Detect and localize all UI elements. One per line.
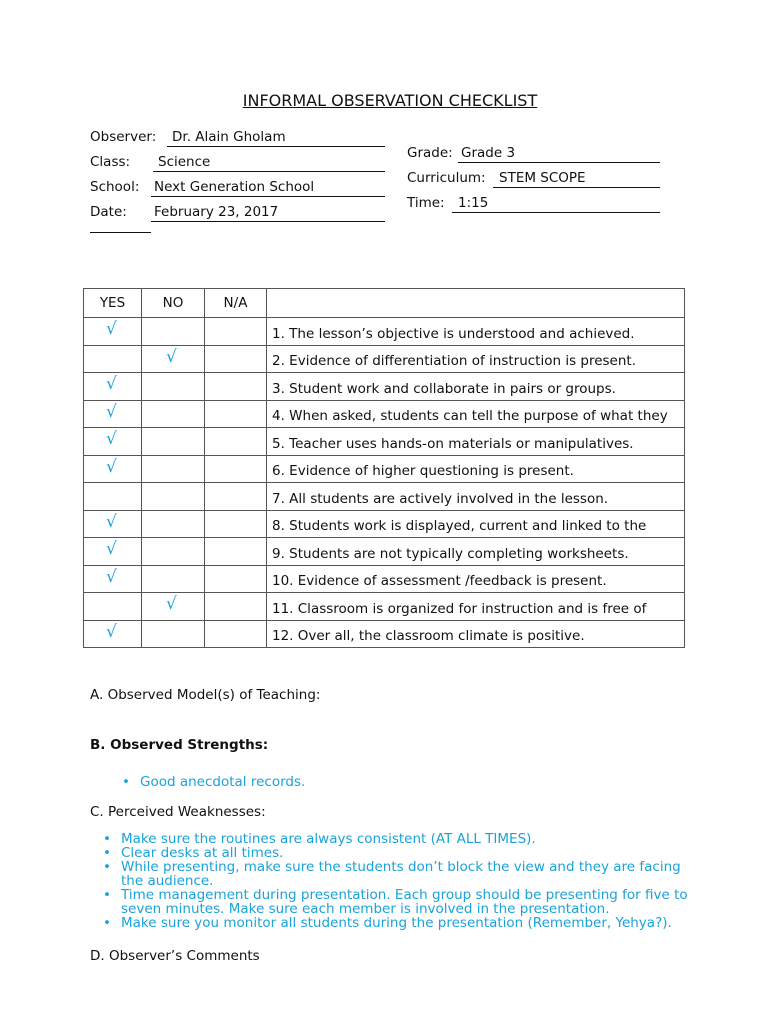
checklist-item-text: 2. Evidence of differentiation of instruction is present.: [267, 345, 685, 373]
list-item: • Clear desks at all times.: [121, 846, 701, 860]
observer-value[interactable]: Dr. Alain Gholam: [167, 129, 385, 147]
grade-label: Grade:: [407, 145, 453, 161]
date-value[interactable]: February 23, 2017: [151, 204, 385, 222]
school-label: School:: [90, 179, 140, 195]
checkbox-cell-yes[interactable]: [84, 538, 142, 566]
table-row: [84, 455, 685, 483]
section-c-heading: C. Perceived Weaknesses:: [90, 804, 266, 820]
checklist-item-text: 7. All students are actively involved in the lesson.: [267, 483, 685, 511]
checklist-item-text: 12. Over all, the classroom climate is positive.: [267, 620, 685, 648]
curriculum-value[interactable]: STEM SCOPE: [493, 170, 660, 188]
table-row: [84, 428, 685, 456]
table-header-row: [84, 289, 685, 318]
checklist-item-text: 3. Student work and collaborate in pairs or groups.: [267, 373, 685, 401]
checkmark-icon: √: [106, 374, 117, 394]
checkbox-cell-yes[interactable]: [84, 565, 142, 593]
checkbox-cell-yes[interactable]: [84, 318, 142, 346]
table-row: [84, 318, 685, 346]
checkbox-cell-no[interactable]: [142, 483, 205, 511]
curriculum-label: Curriculum:: [407, 170, 486, 186]
checkbox-cell-yes[interactable]: [84, 400, 142, 428]
checkbox-cell-no[interactable]: [142, 593, 205, 621]
checkbox-cell-na[interactable]: [205, 538, 267, 566]
column-header-no: NO: [142, 289, 205, 318]
checkbox-cell-no[interactable]: [142, 538, 205, 566]
list-item: • Make sure the routines are always consistent (AT ALL TIMES).: [121, 832, 701, 846]
checkbox-cell-no[interactable]: [142, 455, 205, 483]
checkbox-cell-yes[interactable]: [84, 428, 142, 456]
checkbox-cell-no[interactable]: [142, 428, 205, 456]
checkbox-cell-yes[interactable]: [84, 620, 142, 648]
checkbox-cell-no[interactable]: [142, 565, 205, 593]
checkbox-cell-na[interactable]: [205, 565, 267, 593]
page-title: INFORMAL OBSERVATION CHECKLIST: [242, 91, 538, 110]
list-item: • Make sure you monitor all students during the presentation (Remember, Yehya?).: [121, 916, 701, 930]
checkbox-cell-na[interactable]: [205, 483, 267, 511]
grade-value[interactable]: Grade 3: [458, 145, 660, 163]
strengths-list: [140, 774, 305, 790]
checkbox-cell-na[interactable]: [205, 373, 267, 401]
checkbox-cell-no[interactable]: [142, 620, 205, 648]
school-field: [90, 179, 315, 195]
checkmark-icon: √: [166, 594, 177, 614]
column-header-na: N/A: [205, 289, 267, 318]
checkmark-icon: √: [106, 539, 117, 559]
checklist-item-text: 8. Students work is displayed, current and linked to the: [267, 510, 685, 538]
table-row: [84, 593, 685, 621]
checkmark-icon: √: [106, 621, 117, 642]
table-row: [84, 565, 685, 593]
table-row: [84, 400, 685, 428]
checkmark-icon: √: [106, 511, 117, 532]
section-b-heading: B. Observed Strengths:: [90, 737, 269, 753]
class-field: [90, 154, 211, 170]
time-label: Time:: [407, 195, 445, 211]
table-row: [84, 373, 685, 401]
table-row: [84, 345, 685, 373]
checkmark-icon: √: [106, 566, 117, 587]
checkbox-cell-yes[interactable]: [84, 593, 142, 621]
checklist-item-text: 4. When asked, students can tell the purpose of what they: [267, 400, 685, 428]
observer-field: [90, 129, 286, 145]
class-value[interactable]: Science: [153, 154, 385, 172]
checkbox-cell-yes[interactable]: [84, 373, 142, 401]
date-label: Date:: [90, 204, 127, 220]
grade-field: [407, 145, 516, 161]
checkbox-cell-na[interactable]: [205, 400, 267, 428]
table-row: [84, 620, 685, 648]
checkmark-icon: √: [106, 319, 117, 339]
checklist-item-text: 10. Evidence of assessment /feedback is present.: [267, 565, 685, 593]
time-value[interactable]: 1:15: [452, 195, 660, 213]
checkbox-cell-na[interactable]: [205, 510, 267, 538]
checklist-item-text: 6. Evidence of higher questioning is present.: [267, 455, 685, 483]
curriculum-field: [407, 170, 586, 186]
list-item: • Time management during presentation. Each group should be presenting for five to seven minutes. Make sure each member is involved in the presentation.: [121, 888, 701, 916]
column-header-item: [267, 289, 685, 318]
table-row: [84, 538, 685, 566]
checkmark-icon: √: [106, 456, 117, 477]
list-item: • While presenting, make sure the students don’t block the view and they are facing the audience.: [121, 860, 701, 888]
checkbox-cell-na[interactable]: [205, 428, 267, 456]
date-continuation-line: [90, 232, 151, 233]
checkmark-icon: √: [106, 429, 117, 449]
table-row: [84, 510, 685, 538]
weaknesses-list: [121, 832, 701, 930]
checkbox-cell-no[interactable]: [142, 510, 205, 538]
checklist-item-text: 11. Classroom is organized for instruction and is free of: [267, 593, 685, 621]
checkbox-cell-yes[interactable]: [84, 510, 142, 538]
checkbox-cell-na[interactable]: [205, 620, 267, 648]
checkbox-cell-yes[interactable]: [84, 455, 142, 483]
time-field: [407, 195, 489, 211]
checkbox-cell-yes[interactable]: [84, 483, 142, 511]
column-header-yes: YES: [84, 289, 142, 318]
date-field: [90, 204, 279, 220]
checkbox-cell-no[interactable]: [142, 400, 205, 428]
class-label: Class:: [90, 154, 131, 170]
checkbox-cell-na[interactable]: [205, 593, 267, 621]
school-value[interactable]: Next Generation School: [151, 179, 385, 197]
observer-label: Observer:: [90, 129, 157, 145]
section-a-heading: A. Observed Model(s) of Teaching:: [90, 687, 321, 703]
checkbox-cell-na[interactable]: [205, 345, 267, 373]
checkbox-cell-yes[interactable]: [84, 345, 142, 373]
list-item: • Good anecdotal records.: [140, 774, 305, 790]
checkbox-cell-no[interactable]: [142, 318, 205, 346]
checklist-item-text: 9. Students are not typically completing worksheets.: [267, 538, 685, 566]
checkmark-icon: √: [166, 346, 177, 367]
section-d-heading: D. Observer’s Comments: [90, 948, 260, 964]
checkmark-icon: √: [106, 401, 117, 422]
checklist-item-text: 1. The lesson’s objective is understood and achieved.: [267, 318, 685, 346]
checkbox-cell-na[interactable]: [205, 455, 267, 483]
table-row: [84, 483, 685, 511]
checkbox-cell-no[interactable]: [142, 373, 205, 401]
observation-checklist-table: [83, 288, 685, 648]
checkbox-cell-no[interactable]: [142, 345, 205, 373]
checkbox-cell-na[interactable]: [205, 318, 267, 346]
checklist-item-text: 5. Teacher uses hands-on materials or manipulatives.: [267, 428, 685, 456]
